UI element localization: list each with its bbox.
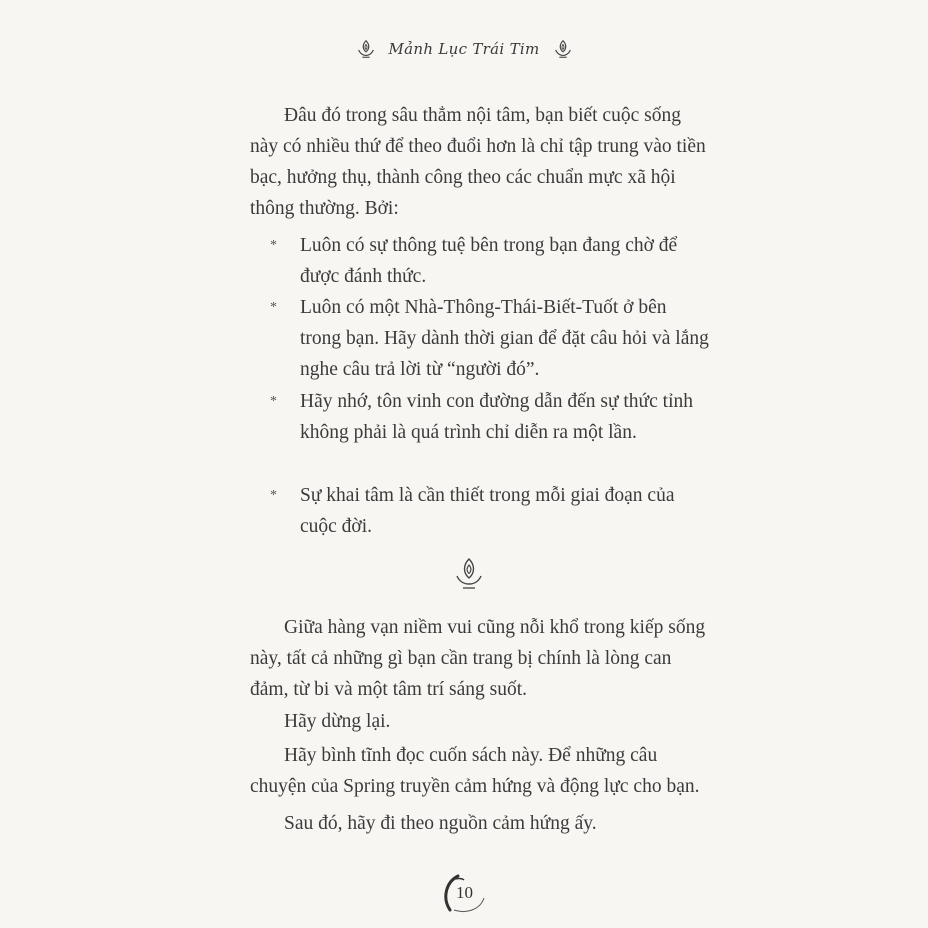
list-item-text: Luôn có một Nhà-Thông-Thái-Biết-Tuốt ở bên trong bạn. Hãy dành thời gian để đặt câu hỏi và lắng nghe câu trả lời từ “người đó”. (300, 297, 709, 380)
lotus-icon (552, 38, 574, 60)
bullet-marker: * (270, 300, 277, 315)
list-item-text: Sự khai tâm là cần thiết trong mỗi giai đoạn của cuộc đời. (300, 485, 675, 537)
paragraph: Hãy bình tĩnh đọc cuốn sách này. Để những câu chuyện của Spring truyền cảm hứng và động lực cho bạn. (250, 745, 700, 797)
list-item-text: Luôn có sự thông tuệ bên trong bạn đang chờ để được đánh thức. (300, 235, 678, 287)
list-item (270, 292, 710, 385)
intro-paragraph: Đâu đó trong sâu thẳm nội tâm, bạn biết cuộc sống này có nhiều thứ để theo đuổi hơn là chỉ tập trung vào tiền bạc, hưởng thụ, thành công theo các chuẩn mực xã hội thông thường. Bởi: (250, 105, 706, 219)
list-item (270, 230, 710, 292)
list-item (270, 386, 710, 448)
page-number: 10 (456, 883, 473, 902)
bullet-marker: * (270, 394, 277, 409)
running-header (0, 32, 928, 66)
paragraph: Giữa hàng vạn niềm vui cũng nỗi khổ trong kiếp sống này, tất cả những gì bạn cần trang bị chính là lòng can đảm, từ bi và một tâm trí sáng suốt. (250, 617, 706, 700)
paragraph: Sau đó, hãy đi theo nguồn cảm hứng ấy. (284, 813, 597, 834)
lotus-icon (355, 38, 377, 60)
list-item (270, 480, 710, 542)
bullet-marker: * (270, 238, 277, 253)
paragraph: Hãy dừng lại. (284, 711, 391, 732)
list-item-text: Hãy nhớ, tôn vinh con đường dẫn đến sự thức tỉnh không phải là quá trình chỉ diễn ra một lần. (300, 391, 693, 443)
book-title: Mảnh Lục Trái Tim (388, 40, 540, 58)
bullet-marker: * (270, 488, 277, 503)
page-number-badge (440, 870, 490, 916)
lotus-icon (452, 556, 486, 592)
